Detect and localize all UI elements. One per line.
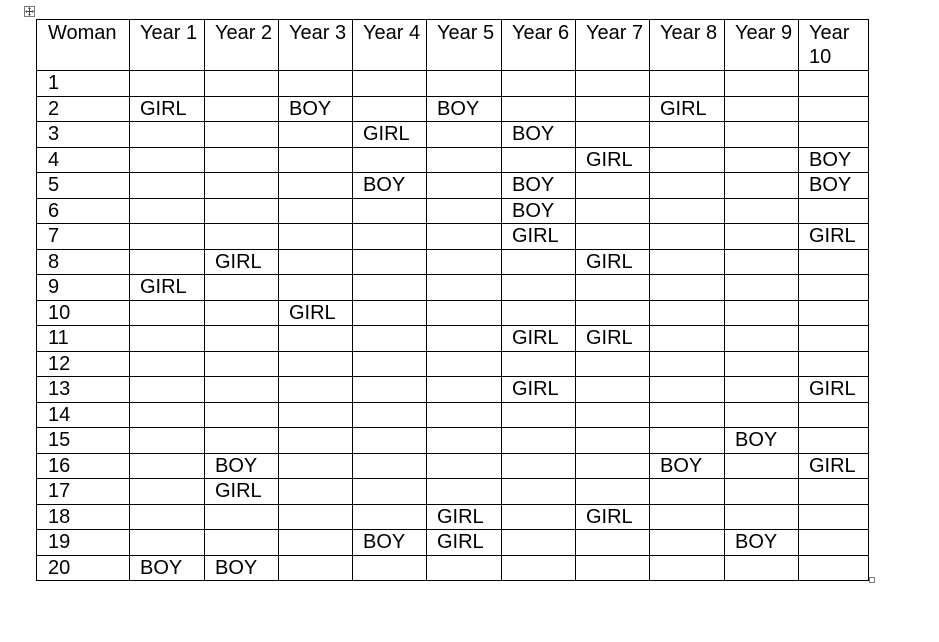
table-cell[interactable] — [427, 249, 502, 275]
table-row — [37, 428, 869, 454]
data-table — [36, 19, 869, 581]
table-cell[interactable] — [205, 198, 279, 224]
table-cell[interactable] — [576, 224, 650, 250]
table-cell[interactable] — [279, 402, 353, 428]
table-row — [37, 530, 869, 556]
table-cell[interactable] — [353, 504, 427, 530]
table-cell[interactable] — [725, 453, 799, 479]
table-cell[interactable]: GIRL — [576, 249, 650, 275]
table-cell[interactable] — [502, 351, 576, 377]
table-row — [37, 479, 869, 505]
table-cell[interactable] — [650, 530, 725, 556]
table-cell[interactable] — [799, 122, 869, 148]
table-cell[interactable] — [799, 249, 869, 275]
table-cell[interactable]: BOY — [279, 96, 353, 122]
table-cell[interactable] — [502, 71, 576, 97]
table-cell[interactable] — [799, 351, 869, 377]
table-cell[interactable] — [576, 428, 650, 454]
table-cell[interactable]: BOY — [725, 428, 799, 454]
table-cell[interactable] — [725, 122, 799, 148]
table-cell[interactable]: GIRL — [427, 530, 502, 556]
table-cell[interactable] — [130, 453, 205, 479]
table-cell[interactable] — [353, 326, 427, 352]
table-cell[interactable] — [130, 71, 205, 97]
table-cell[interactable] — [205, 224, 279, 250]
woman-number-cell[interactable]: 10 — [37, 300, 130, 326]
table-cell[interactable] — [427, 173, 502, 199]
table-cell[interactable] — [725, 71, 799, 97]
woman-number-cell[interactable]: 15 — [37, 428, 130, 454]
header-cell-year-2[interactable]: Year 2 — [205, 20, 279, 71]
table-cell[interactable] — [576, 96, 650, 122]
table-cell[interactable] — [650, 198, 725, 224]
header-row — [37, 20, 869, 71]
table-cell[interactable] — [427, 71, 502, 97]
table-cell[interactable] — [576, 377, 650, 403]
table-row — [37, 173, 869, 199]
header-cell-year-10[interactable]: Year 10 — [799, 20, 869, 71]
table-cell[interactable] — [205, 504, 279, 530]
table-cell[interactable] — [799, 402, 869, 428]
table-cell[interactable] — [279, 198, 353, 224]
table-cell[interactable] — [576, 71, 650, 97]
table-cell[interactable]: GIRL — [130, 96, 205, 122]
woman-number-cell[interactable]: 6 — [37, 198, 130, 224]
table-cell[interactable] — [799, 198, 869, 224]
table-cell[interactable]: BOY — [353, 173, 427, 199]
table-cell[interactable] — [502, 504, 576, 530]
table-row — [37, 504, 869, 530]
table-cell[interactable] — [427, 147, 502, 173]
table-cell[interactable] — [130, 530, 205, 556]
table-cell[interactable] — [725, 326, 799, 352]
table-cell[interactable] — [279, 275, 353, 301]
table-cell[interactable] — [502, 453, 576, 479]
table-row — [37, 402, 869, 428]
table-cell[interactable] — [576, 530, 650, 556]
woman-number-cell[interactable]: 19 — [37, 530, 130, 556]
woman-number-cell[interactable]: 4 — [37, 147, 130, 173]
table-cell[interactable]: BOY — [502, 173, 576, 199]
table-cell[interactable] — [502, 300, 576, 326]
table-cell[interactable] — [502, 275, 576, 301]
table-cell[interactable] — [353, 402, 427, 428]
table-cell[interactable] — [205, 275, 279, 301]
table-cell[interactable] — [279, 326, 353, 352]
table-cell[interactable]: GIRL — [502, 224, 576, 250]
table-row — [37, 198, 869, 224]
table-cell[interactable] — [353, 555, 427, 581]
table-cell[interactable] — [130, 479, 205, 505]
table-cell[interactable] — [725, 555, 799, 581]
table-body — [37, 20, 869, 581]
table-cell[interactable] — [576, 402, 650, 428]
table-cell[interactable] — [279, 428, 353, 454]
table-cell[interactable] — [725, 479, 799, 505]
woman-number-cell[interactable]: 16 — [37, 453, 130, 479]
table-cell[interactable] — [279, 504, 353, 530]
table-cell[interactable] — [353, 96, 427, 122]
table-cell[interactable] — [279, 71, 353, 97]
table-cell[interactable]: BOY — [502, 122, 576, 148]
table-cell[interactable] — [650, 377, 725, 403]
table-cell[interactable] — [279, 147, 353, 173]
woman-number-cell[interactable]: 13 — [37, 377, 130, 403]
table-cell[interactable] — [725, 275, 799, 301]
woman-number-cell[interactable]: 1 — [37, 71, 130, 97]
table-cell[interactable]: BOY — [799, 147, 869, 173]
woman-number-cell[interactable]: 17 — [37, 479, 130, 505]
table-cell[interactable]: GIRL — [279, 300, 353, 326]
table-cell[interactable] — [799, 555, 869, 581]
table-cell[interactable]: GIRL — [576, 504, 650, 530]
table-cell[interactable] — [353, 275, 427, 301]
woman-number-cell[interactable]: 7 — [37, 224, 130, 250]
table-cell[interactable] — [576, 479, 650, 505]
table-cell[interactable] — [205, 530, 279, 556]
table-cell[interactable] — [205, 122, 279, 148]
header-cell-year-6[interactable]: Year 6 — [502, 20, 576, 71]
woman-number-cell[interactable]: 3 — [37, 122, 130, 148]
table-row — [37, 147, 869, 173]
header-cell-year-5[interactable]: Year 5 — [427, 20, 502, 71]
header-cell-year-4[interactable]: Year 4 — [353, 20, 427, 71]
table-cell[interactable] — [725, 249, 799, 275]
table-cell[interactable] — [205, 428, 279, 454]
table-cell[interactable] — [427, 122, 502, 148]
table-cell[interactable] — [130, 300, 205, 326]
table-cell[interactable]: GIRL — [427, 504, 502, 530]
table-cell[interactable] — [130, 249, 205, 275]
woman-number-cell[interactable]: 9 — [37, 275, 130, 301]
table-cell[interactable] — [427, 351, 502, 377]
woman-number-cell[interactable]: 14 — [37, 402, 130, 428]
table-cell[interactable] — [650, 275, 725, 301]
table-cell[interactable] — [650, 300, 725, 326]
table-cell[interactable] — [799, 530, 869, 556]
table-cell[interactable] — [576, 555, 650, 581]
table-cell[interactable] — [725, 351, 799, 377]
table-cell[interactable] — [650, 147, 725, 173]
table-row — [37, 300, 869, 326]
table-cell[interactable] — [279, 122, 353, 148]
table-cell[interactable]: BOY — [205, 453, 279, 479]
table-cell[interactable] — [353, 479, 427, 505]
table-cell[interactable] — [130, 147, 205, 173]
table-cell[interactable] — [799, 275, 869, 301]
woman-number-cell[interactable]: 11 — [37, 326, 130, 352]
table-cell[interactable] — [502, 96, 576, 122]
table-cell[interactable] — [205, 351, 279, 377]
table-cell[interactable] — [279, 453, 353, 479]
table-cell[interactable] — [353, 428, 427, 454]
table-resize-handle-icon[interactable] — [869, 577, 875, 583]
table-cell[interactable]: GIRL — [576, 147, 650, 173]
table-cell[interactable] — [427, 428, 502, 454]
table-cell[interactable] — [650, 555, 725, 581]
table-cell[interactable] — [205, 300, 279, 326]
table-cell[interactable] — [279, 224, 353, 250]
table-cell[interactable]: GIRL — [205, 249, 279, 275]
table-cell[interactable] — [130, 428, 205, 454]
table-cell[interactable] — [725, 147, 799, 173]
table-cell[interactable] — [427, 555, 502, 581]
table-cell[interactable]: GIRL — [650, 96, 725, 122]
table-row — [37, 453, 869, 479]
table-cell[interactable] — [502, 479, 576, 505]
table-cell[interactable] — [799, 479, 869, 505]
table-cell[interactable] — [427, 402, 502, 428]
table-cell[interactable]: GIRL — [799, 224, 869, 250]
woman-number-cell[interactable]: 12 — [37, 351, 130, 377]
table-cell[interactable] — [650, 326, 725, 352]
table-cell[interactable] — [725, 198, 799, 224]
header-cell-year-9[interactable]: Year 9 — [725, 20, 799, 71]
table-cell[interactable] — [502, 428, 576, 454]
table-cell[interactable] — [205, 402, 279, 428]
table-cell[interactable] — [279, 479, 353, 505]
table-cell[interactable] — [576, 275, 650, 301]
table-cell[interactable] — [353, 351, 427, 377]
table-cell[interactable] — [650, 173, 725, 199]
header-cell-year-1[interactable]: Year 1 — [130, 20, 205, 71]
table-cell[interactable] — [576, 198, 650, 224]
table-cell[interactable] — [353, 224, 427, 250]
table-row — [37, 275, 869, 301]
table-cell[interactable] — [279, 530, 353, 556]
table-cell[interactable] — [725, 504, 799, 530]
table-cell[interactable] — [353, 198, 427, 224]
table-cell[interactable] — [576, 173, 650, 199]
table-cell[interactable] — [130, 351, 205, 377]
table-row — [37, 96, 869, 122]
table-cell[interactable]: GIRL — [502, 377, 576, 403]
table-row — [37, 326, 869, 352]
woman-number-cell[interactable]: 20 — [37, 555, 130, 581]
table-row — [37, 377, 869, 403]
table-cell[interactable] — [353, 147, 427, 173]
table-cell[interactable] — [502, 249, 576, 275]
table-cell[interactable] — [799, 300, 869, 326]
table-cell[interactable] — [279, 555, 353, 581]
table-cell[interactable] — [650, 428, 725, 454]
table-cell[interactable] — [427, 224, 502, 250]
table-cell[interactable] — [502, 530, 576, 556]
woman-number-cell[interactable]: 8 — [37, 249, 130, 275]
table-cell[interactable] — [576, 453, 650, 479]
table-cell[interactable] — [725, 377, 799, 403]
table-cell[interactable] — [353, 300, 427, 326]
table-cell[interactable]: GIRL — [576, 326, 650, 352]
table-cell[interactable] — [205, 71, 279, 97]
table-cell[interactable] — [205, 147, 279, 173]
table-cell[interactable] — [650, 402, 725, 428]
table-cell[interactable] — [799, 428, 869, 454]
header-cell-woman[interactable]: Woman — [37, 20, 130, 71]
header-cell-year-3[interactable]: Year 3 — [279, 20, 353, 71]
table-cell[interactable]: BOY — [427, 96, 502, 122]
table-cell[interactable]: BOY — [799, 173, 869, 199]
table-cell[interactable] — [650, 122, 725, 148]
table-cell[interactable] — [130, 402, 205, 428]
table-cell[interactable] — [205, 377, 279, 403]
table-row — [37, 224, 869, 250]
table-cell[interactable] — [205, 96, 279, 122]
woman-number-cell[interactable]: 2 — [37, 96, 130, 122]
table-cell[interactable] — [502, 555, 576, 581]
table-cell[interactable]: GIRL — [205, 479, 279, 505]
table-cell[interactable] — [725, 173, 799, 199]
table-cell[interactable]: GIRL — [799, 377, 869, 403]
table-cell[interactable] — [427, 326, 502, 352]
table-cell[interactable] — [502, 147, 576, 173]
table-cell[interactable] — [799, 96, 869, 122]
table-cell[interactable]: BOY — [650, 453, 725, 479]
table-cell[interactable]: BOY — [353, 530, 427, 556]
table-cell[interactable] — [650, 71, 725, 97]
table-cell[interactable] — [427, 453, 502, 479]
table-cell[interactable] — [725, 96, 799, 122]
table-cell[interactable] — [427, 300, 502, 326]
table-cell[interactable] — [725, 402, 799, 428]
table-cell[interactable] — [427, 198, 502, 224]
table-move-handle-icon[interactable] — [24, 6, 35, 17]
table-cell[interactable] — [279, 249, 353, 275]
table-cell[interactable] — [130, 326, 205, 352]
table-cell[interactable] — [279, 377, 353, 403]
table-cell[interactable] — [725, 300, 799, 326]
table-cell[interactable] — [799, 504, 869, 530]
table-cell[interactable]: BOY — [725, 530, 799, 556]
table-cell[interactable]: GIRL — [502, 326, 576, 352]
table-cell[interactable] — [427, 275, 502, 301]
table-cell[interactable] — [353, 71, 427, 97]
table-row — [37, 122, 869, 148]
table-cell[interactable] — [650, 351, 725, 377]
table-cell[interactable] — [427, 479, 502, 505]
woman-number-cell[interactable]: 18 — [37, 504, 130, 530]
table-cell[interactable] — [427, 377, 502, 403]
move-cross-icon — [25, 7, 34, 16]
table-cell[interactable] — [130, 224, 205, 250]
table-cell[interactable] — [205, 326, 279, 352]
table-cell[interactable]: BOY — [502, 198, 576, 224]
table-cell[interactable] — [130, 198, 205, 224]
table-cell[interactable] — [650, 504, 725, 530]
table-row — [37, 555, 869, 581]
table-cell[interactable] — [353, 249, 427, 275]
table-cell[interactable] — [502, 402, 576, 428]
table-cell[interactable] — [353, 377, 427, 403]
table-cell[interactable] — [650, 249, 725, 275]
table-cell[interactable] — [576, 300, 650, 326]
table-cell[interactable] — [130, 122, 205, 148]
table-cell[interactable] — [799, 71, 869, 97]
header-cell-year-7[interactable]: Year 7 — [576, 20, 650, 71]
table-cell[interactable] — [725, 224, 799, 250]
table-row — [37, 351, 869, 377]
table-cell[interactable] — [279, 173, 353, 199]
table-cell[interactable] — [205, 173, 279, 199]
table-cell[interactable]: GIRL — [799, 453, 869, 479]
table-cell[interactable] — [799, 326, 869, 352]
table-cell[interactable]: BOY — [205, 555, 279, 581]
table-cell[interactable]: GIRL — [130, 275, 205, 301]
table-cell[interactable] — [130, 377, 205, 403]
woman-number-cell[interactable]: 5 — [37, 173, 130, 199]
table-cell[interactable] — [650, 224, 725, 250]
table-cell[interactable] — [279, 351, 353, 377]
table-cell[interactable] — [130, 173, 205, 199]
table-row — [37, 249, 869, 275]
header-cell-year-8[interactable]: Year 8 — [650, 20, 725, 71]
table-cell[interactable] — [576, 351, 650, 377]
table-cell[interactable]: GIRL — [353, 122, 427, 148]
table-cell[interactable] — [130, 504, 205, 530]
table-row — [37, 71, 869, 97]
table-cell[interactable]: BOY — [130, 555, 205, 581]
table-cell[interactable] — [353, 453, 427, 479]
table-cell[interactable] — [650, 479, 725, 505]
table-cell[interactable] — [576, 122, 650, 148]
